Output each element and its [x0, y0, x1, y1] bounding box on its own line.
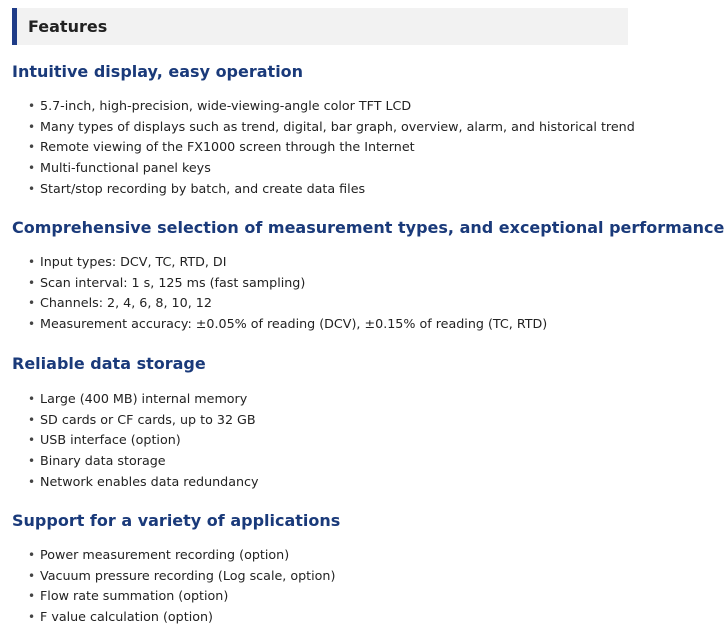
bullet-dot-icon: •	[28, 392, 36, 406]
list-item	[28, 410, 259, 431]
bullet-dot-icon: •	[28, 412, 36, 427]
list-item-text: Network enables data redundancy	[40, 473, 259, 489]
list-item	[28, 137, 635, 158]
list-item	[28, 273, 547, 294]
bullet-dot-icon: •	[28, 433, 36, 448]
section-list-storage	[28, 389, 259, 492]
bullet-dot-icon: •	[28, 140, 36, 155]
list-item-text: Vacuum pressure recording (Log scale, option)	[40, 567, 336, 583]
features-accent-bar	[12, 8, 17, 45]
bullet-dot-icon: •	[28, 589, 36, 604]
list-item-text: Measurement accuracy: ±0.05% of reading (DCV), ±0.15% of reading (TC, RTD)	[40, 316, 548, 332]
bullet-dot-icon: •	[28, 474, 36, 489]
section-list-applications	[28, 545, 335, 628]
list-item	[28, 472, 259, 493]
list-item	[28, 117, 635, 138]
list-item-text: Scan interval: 1 s, 125 ms (fast sampling)	[40, 274, 306, 290]
list-item-text: Start/stop recording by batch, and create data files	[40, 180, 366, 196]
section-list-measurement	[28, 252, 547, 335]
bullet-dot-icon: •	[28, 548, 36, 562]
list-item	[28, 586, 335, 607]
list-item	[28, 430, 259, 451]
bullet-dot-icon: •	[28, 161, 36, 176]
bullet-dot-icon: •	[28, 99, 36, 113]
section-heading-display: Intuitive display, easy operation	[12, 62, 304, 81]
list-item-text: Power measurement recording (option)	[40, 547, 290, 562]
list-item-text: SD cards or CF cards, up to 32 GB	[40, 411, 256, 427]
list-item-text: Input types: DCV, TC, RTD, DI	[40, 254, 227, 269]
section-list-display	[28, 96, 635, 199]
list-item-text: Large (400 MB) internal memory	[40, 391, 248, 406]
bullet-dot-icon: •	[28, 255, 36, 269]
section-heading-storage: Reliable data storage	[12, 354, 206, 373]
page-title: Features	[28, 17, 108, 36]
list-item	[28, 607, 335, 628]
list-item	[28, 389, 259, 410]
list-item-text: Flow rate summation (option)	[40, 588, 229, 604]
bullet-dot-icon: •	[28, 317, 36, 332]
bullet-dot-icon: •	[28, 568, 36, 583]
list-item	[28, 566, 335, 587]
bullet-dot-icon: •	[28, 610, 36, 625]
list-item	[28, 451, 259, 472]
list-item	[28, 179, 635, 200]
bullet-dot-icon: •	[28, 119, 36, 134]
list-item	[28, 314, 547, 335]
bullet-dot-icon: •	[28, 454, 36, 469]
list-item	[28, 158, 635, 179]
list-item-text: 5.7-inch, high-precision, wide-viewing-angle color TFT LCD	[40, 98, 412, 113]
bullet-dot-icon: •	[28, 296, 36, 311]
list-item-text: Binary data storage	[40, 453, 166, 469]
list-item	[28, 252, 547, 273]
list-item-text: Remote viewing of the FX1000 screen through the Internet	[40, 139, 415, 155]
list-item-text: Multi-functional panel keys	[40, 160, 211, 176]
list-item-text: F value calculation (option)	[40, 609, 213, 625]
list-item-text: Channels: 2, 4, 6, 8, 10, 12	[40, 295, 212, 311]
features-header	[12, 8, 628, 45]
section-heading-applications: Support for a variety of applications	[12, 511, 341, 530]
list-item	[28, 545, 335, 566]
bullet-dot-icon: •	[28, 275, 36, 290]
list-item	[28, 293, 547, 314]
list-item-text: USB interface (option)	[40, 432, 181, 448]
section-heading-measurement: Comprehensive selection of measurement types, and exceptional performance	[12, 218, 724, 237]
list-item	[28, 96, 635, 117]
list-item-text: Many types of displays such as trend, digital, bar graph, overview, alarm, and historical trend	[40, 118, 635, 134]
bullet-dot-icon: •	[28, 181, 36, 196]
